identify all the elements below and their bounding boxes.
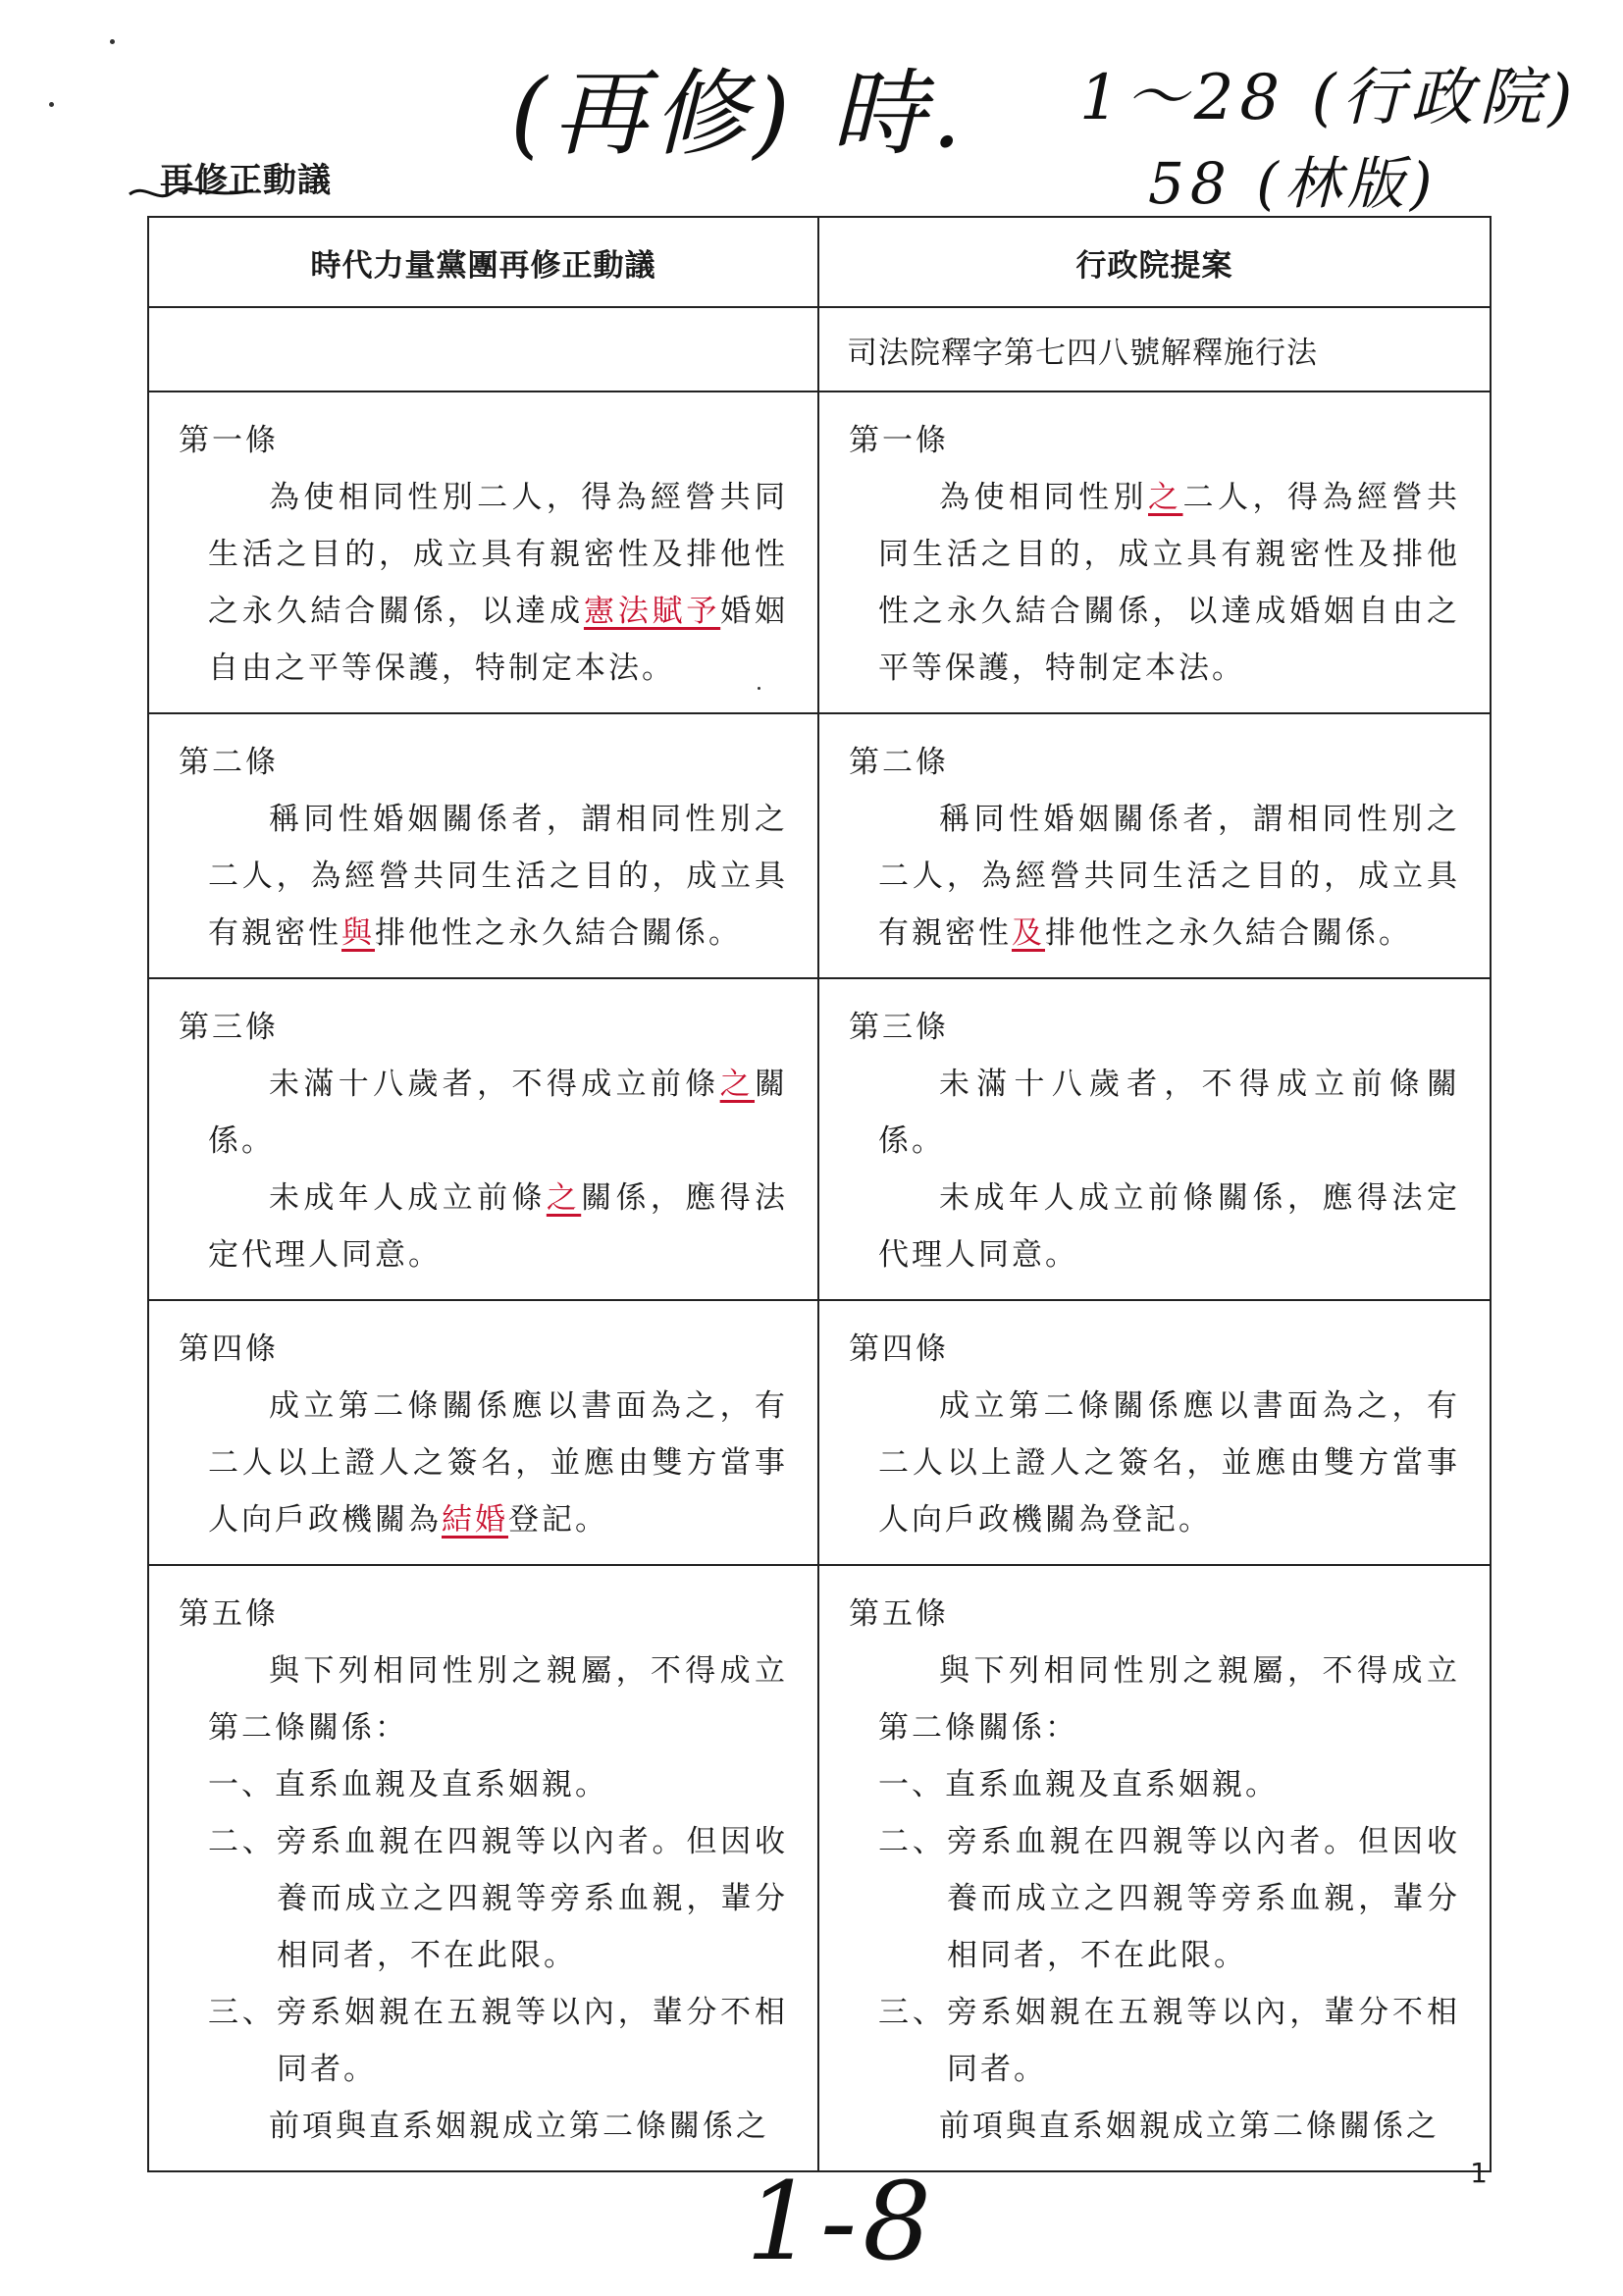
amended-text: 及 [1012, 915, 1045, 951]
article-paragraph: 稱同性婚姻關係者，謂相同性別之二人，為經營共同生活之目的，成立具有親密性及排他性之永久結合關係。 [878, 802, 1460, 951]
col-header-left: 時代力量黨團再修正動議 [148, 217, 818, 307]
right-cell [818, 391, 1491, 713]
article-paragraph: 與下列相同性別之親屬，不得成立第二條關係： [878, 1653, 1460, 1746]
article-paragraph: 成立第二條關係應以書面為之，有二人以上證人之簽名，並應由雙方當事人向戶政機關為結婚登記。 [208, 1388, 788, 1538]
handwritten-note-line2: 58 (林版) [1148, 150, 1439, 217]
article-paragraph: 與下列相同性別之親屬，不得成立第二條關係： [208, 1653, 788, 1746]
page-number: 1 [1470, 2157, 1488, 2189]
table-row [148, 1300, 1491, 1565]
list-item: 三、旁系姻親在五親等以內，輩分不相同者。 [208, 1995, 788, 2087]
list-item: 二、旁系血親在四親等以內者。但因收養而成立之四親等旁系血親，輩分相同者，不在此限。 [208, 1824, 788, 1973]
article-heading: 第五條 [179, 1596, 279, 1632]
handwritten-underline-mark [128, 181, 255, 206]
article-paragraph: 為使相同性別二人，得為經營共同生活之目的，成立具有親密性及排他性之永久結合關係，以達成憲法賦予婚姻自由之平等保護，特制定本法。 [208, 480, 788, 686]
handwritten-note-line1: 1～28 (行政院) [1079, 62, 1579, 134]
amended-text: 之 [719, 1067, 756, 1102]
handwritten-page-mark: 1-8 [746, 2159, 938, 2284]
subtitle-right: 司法院釋字第七四八號解釋施行法 [818, 307, 1491, 391]
right-cell [818, 978, 1491, 1300]
scan-speck [110, 39, 115, 44]
handwritten-title: (再修) 時. [510, 59, 968, 169]
list-item: 一、直系血親及直系姻親。 [208, 1767, 608, 1802]
list-item: 三、旁系姻親在五親等以內，輩分不相同者。 [878, 1995, 1460, 2087]
article-heading: 第三條 [849, 1010, 949, 1045]
doc-label: 再修正動議 [160, 161, 332, 200]
amended-text: 憲法賦予 [583, 594, 721, 629]
article-paragraph: 未滿十八歲者，不得成立前條關係。 [878, 1067, 1460, 1159]
article-heading: 第二條 [179, 745, 279, 780]
article-paragraph: 前項與直系姻親成立第二條關係之 [939, 2109, 1440, 2144]
amended-text: 結婚 [442, 1502, 508, 1538]
amended-text: 之 [546, 1180, 582, 1216]
article-paragraph: 未成年人成立前條關係，應得法定代理人同意。 [878, 1180, 1460, 1273]
table-row [148, 1565, 1491, 2171]
table-row [148, 391, 1491, 713]
left-cell [148, 391, 818, 713]
amended-text: 之 [1148, 480, 1183, 515]
amended-text: 與 [341, 915, 375, 951]
article-paragraph: 未滿十八歲者，不得成立前條之關係。 [208, 1067, 789, 1159]
article-paragraph: 為使相同性別之二人，得為經營共同生活之目的，成立具有親密性及排他性之永久結合關係，以達成婚姻自由之平等保護，特制定本法。 [878, 480, 1460, 686]
article-heading: 第五條 [849, 1596, 949, 1632]
subtitle-row [148, 307, 1491, 391]
article-heading: 第一條 [179, 423, 279, 458]
comparison-table [147, 216, 1492, 2172]
article-paragraph: 前項與直系姻親成立第二條關係之 [269, 2109, 769, 2144]
left-cell [148, 1565, 818, 2171]
table-header-row [148, 217, 1491, 307]
right-cell [818, 1565, 1491, 2171]
col-header-right: 行政院提案 [818, 217, 1491, 307]
left-cell [148, 978, 818, 1300]
scan-speck [49, 102, 54, 107]
left-cell [148, 1300, 818, 1565]
article-heading: 第四條 [179, 1331, 279, 1367]
right-cell [818, 1300, 1491, 1565]
article-paragraph: 成立第二條關係應以書面為之，有二人以上證人之簽名，並應由雙方當事人向戶政機關為登記。 [878, 1388, 1460, 1538]
left-cell [148, 713, 818, 978]
right-cell [818, 713, 1491, 978]
article-paragraph: 未成年人成立前條之關係，應得法定代理人同意。 [208, 1180, 789, 1273]
table-row [148, 713, 1491, 978]
article-heading: 第三條 [179, 1010, 279, 1045]
table-row [148, 978, 1491, 1300]
article-paragraph: 稱同性婚姻關係者，謂相同性別之二人，為經營共同生活之目的，成立具有親密性與排他性之永久結合關係。 [208, 802, 788, 951]
article-heading: 第四條 [849, 1331, 949, 1367]
list-item: 一、直系血親及直系姻親。 [878, 1767, 1279, 1802]
article-heading: 第二條 [849, 745, 949, 780]
subtitle-left [148, 307, 818, 391]
list-item: 二、旁系血親在四親等以內者。但因收養而成立之四親等旁系血親，輩分相同者，不在此限。 [878, 1824, 1460, 1973]
article-heading: 第一條 [849, 423, 949, 458]
